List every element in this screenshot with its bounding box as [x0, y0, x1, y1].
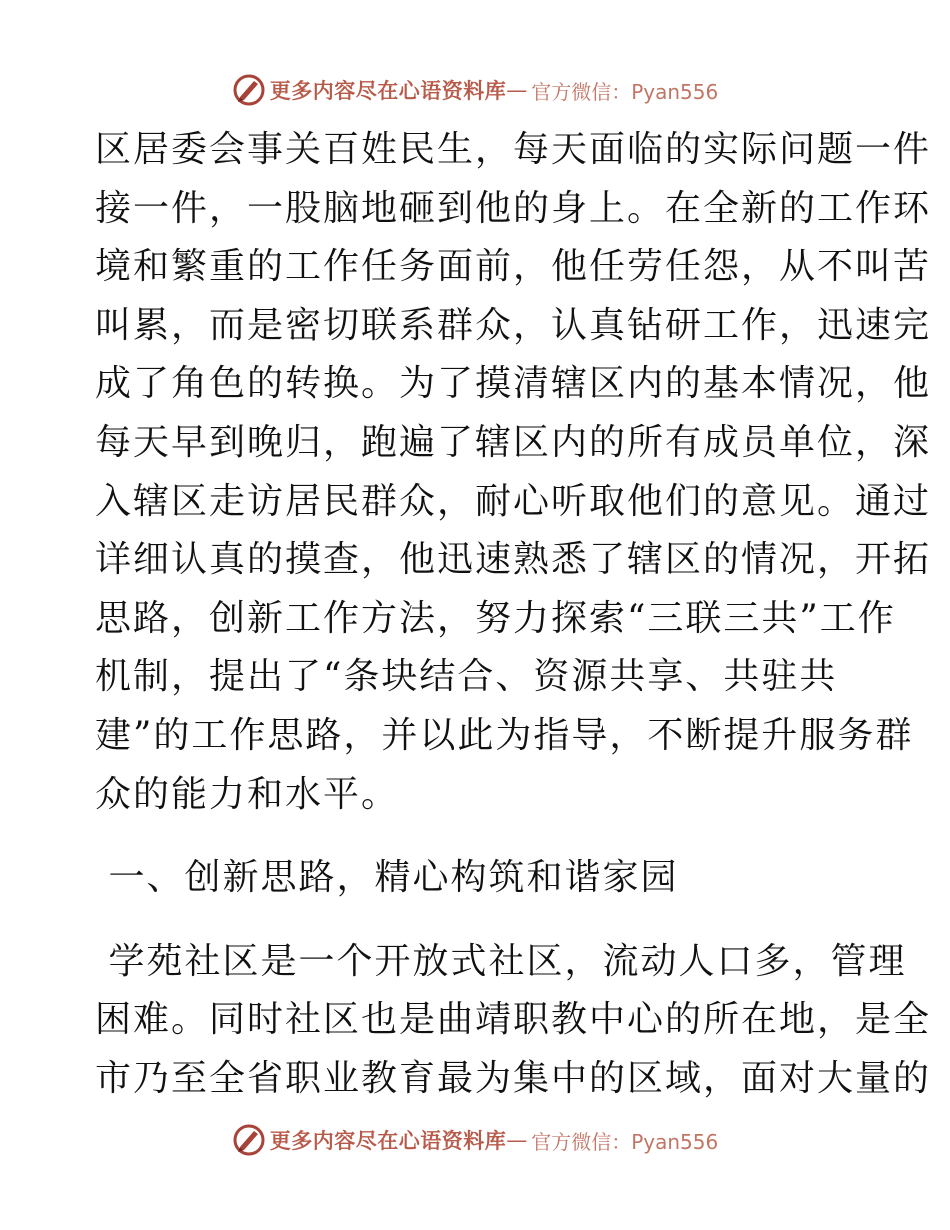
banner-main-text: 更多内容尽在心语资料库	[269, 78, 507, 103]
text-line: 机制，提出了“条块结合、资源共享、共驻共	[95, 656, 838, 698]
paragraph-2	[95, 933, 932, 1109]
banner-main-text: 更多内容尽在心语资料库	[269, 1128, 507, 1153]
text-line: 区居委会事关百姓民生，每天面临的实际问题一件	[95, 129, 932, 170]
text-line: 境和繁重的工作任务面前，他任劳任怨，从不叫苦	[95, 246, 932, 288]
banner-dash: —	[506, 78, 528, 102]
section-heading: 一、创新思路，精心构筑和谐家园	[95, 857, 679, 899]
banner-dash: —	[506, 1128, 528, 1152]
text-line: 学苑社区是一个开放式社区，流动人口多，管理	[95, 940, 907, 982]
text-line: 市乃至全省职业教育最为集中的区域，面对大量的	[95, 1057, 932, 1099]
text-line: 众的能力和水平。	[95, 773, 400, 815]
text-line: 叫累，而是密切联系群众，认真钻研工作，迅速完	[95, 304, 932, 346]
footer-watermark-banner	[0, 1120, 950, 1160]
text-line: 每天早到晚归，跑遍了辖区内的所有成员单位，深	[95, 421, 932, 463]
banner-wechat-text: 官方微信：Pyan556	[531, 79, 719, 104]
paragraph-1	[95, 121, 932, 824]
text-line: 入辖区走访居民群众，耐心听取他们的意见。通过	[95, 480, 932, 522]
text-line: 接一件，一股脑地砸到他的身上。在全新的工作环	[95, 187, 932, 229]
pen-circle-logo-icon	[232, 1123, 266, 1157]
pen-circle-logo-icon	[232, 73, 266, 107]
header-watermark-banner	[0, 70, 950, 110]
text-line: 成了角色的转换。为了摸清辖区内的基本情况，他	[95, 363, 932, 405]
text-line: 详细认真的摸查，他迅速熟悉了辖区的情况，开拓	[95, 539, 932, 581]
banner-wechat-text: 官方微信：Pyan556	[531, 1129, 719, 1154]
text-line: 思路，创新工作方法，努力探索“三联三共”工作	[95, 597, 896, 639]
document-body	[95, 121, 932, 1109]
text-line: 困难。同时社区也是曲靖职教中心的所在地，是全	[95, 999, 932, 1041]
text-line: 建”的工作思路，并以此为指导，不断提升服务群	[95, 714, 914, 756]
